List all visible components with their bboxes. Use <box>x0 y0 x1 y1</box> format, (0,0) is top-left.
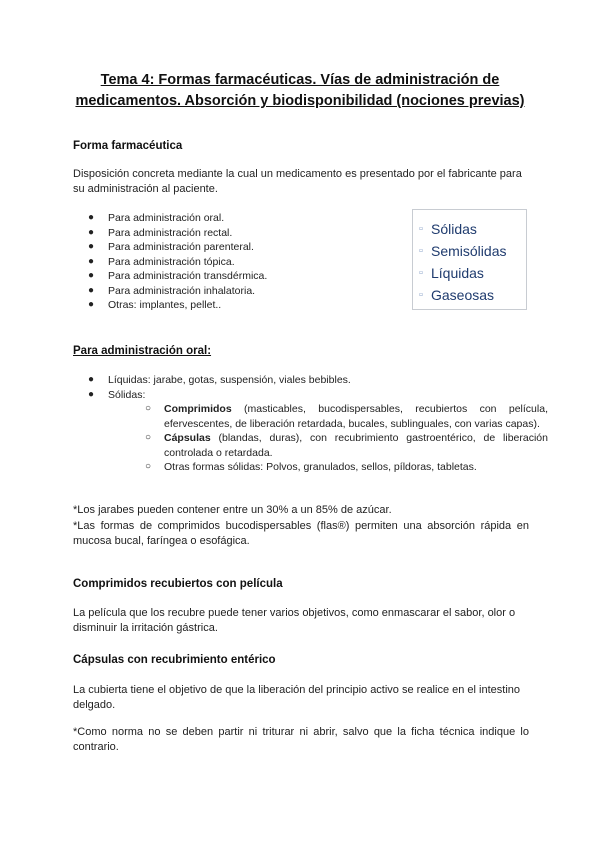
bullet-icon: ● <box>88 241 95 252</box>
bullet-icon: ● <box>88 284 95 296</box>
pelicula-paragraph: La película que los recubre puede tener varios objetivos, como enmascarar el sabor, olor o disminuir la irritación gástrica. <box>73 607 516 634</box>
square-bullet-icon: ▫ <box>419 223 423 235</box>
enterico-paragraph: La cubierta tiene el objetivo de que la liberación del principio activo se realice en el intestino delgado. <box>73 684 520 711</box>
heading-capsulas-enterico: Cápsulas con recubrimiento entérico <box>73 654 276 666</box>
bullet-icon: ● <box>88 299 95 310</box>
routes-list <box>88 211 267 313</box>
bullet-icon: ● <box>88 212 95 223</box>
solid-forms-sublist <box>108 402 548 475</box>
state-item: ▫ Líquidas <box>419 262 526 284</box>
sublist-item: ○ Otras formas sólidas: Polvos, granulados, sellos, píldoras, tabletas. <box>145 461 477 473</box>
square-bullet-icon: ▫ <box>419 245 423 257</box>
oral-forms-list <box>88 373 548 475</box>
sublist-item: ○ Comprimidos (masticables, bucodispersables, recubiertos con película, efervescentes, de liberación retardada, bucales, sublinguales, con varias capas). <box>145 403 548 430</box>
list-item: ● Para administración parenteral. <box>88 241 254 253</box>
heading-forma-farmaceutica: Forma farmacéutica <box>73 140 183 152</box>
bullet-icon: ● <box>88 374 95 385</box>
states-box <box>412 209 527 310</box>
list-item: ● Sólidas: ○ Comprimidos (masticables, bucodispersables, recubiertos con película, efervescentes, de liberación retardada, bucales, sublinguales, con varias capas). ○ Cápsulas (blandas, duras), con recubrimiento gastroentérico, de liberación controlada o retardada. ○ Otras formas sólidas: Polvos, granulados, sellos, píldoras, tabletas. <box>88 388 548 473</box>
state-item: ▫ Gaseosas <box>419 284 526 306</box>
heading-comprimidos-pelicula: Comprimidos recubiertos con película <box>73 578 283 590</box>
note-jarabes: *Los jarabes pueden contener entre un 30% a un 85% de azúcar. <box>73 504 392 516</box>
circle-bullet-icon: ○ <box>145 403 152 414</box>
bullet-icon: ● <box>88 388 95 400</box>
document-title: Tema 4: Formas farmacéuticas. Vías de administración de medicamentos. Absorción y biodisponibilidad (nociones previas) <box>75 72 525 109</box>
bullet-icon: ● <box>88 226 95 238</box>
list-item: ● Para administración inhalatoria. <box>88 284 256 297</box>
circle-bullet-icon: ○ <box>145 461 152 472</box>
list-item: ● Para administración rectal. <box>88 226 233 239</box>
square-bullet-icon: ▫ <box>419 267 423 279</box>
circle-bullet-icon: ○ <box>145 432 152 443</box>
heading-administracion-oral: Para administración oral: <box>73 345 212 357</box>
list-item: ● Para administración oral. <box>88 212 225 224</box>
bullet-icon: ● <box>88 270 95 281</box>
list-item: ● Para administración tópica. <box>88 255 235 268</box>
state-item: ▫ Sólidas <box>419 218 526 240</box>
definition-paragraph: Disposición concreta mediante la cual un medicamento es presentado por el fabricante para su administración al paciente. <box>73 168 522 195</box>
square-bullet-icon: ▫ <box>419 289 423 301</box>
note-bucodispersables: *Las formas de comprimidos bucodispersables (flas®) permiten una absorción rápida en mucosa bucal, faríngea o esofágica. <box>73 520 529 547</box>
list-item: ● Otras: implantes, pellet.. <box>88 299 222 311</box>
list-item: ● Para administración transdérmica. <box>88 270 268 282</box>
bullet-icon: ● <box>88 255 95 267</box>
state-item: ▫ Semisólidas <box>419 240 526 262</box>
list-item: ● Líquidas: jarabe, gotas, suspensión, viales bebibles. <box>88 374 351 386</box>
sublist-item: ○ Cápsulas (blandas, duras), con recubrimiento gastroentérico, de liberación controlada o retardada. <box>145 432 548 459</box>
enterico-note: *Como norma no se deben partir ni triturar ni abrir, salvo que la ficha técnica indique lo contrario. <box>73 726 529 753</box>
